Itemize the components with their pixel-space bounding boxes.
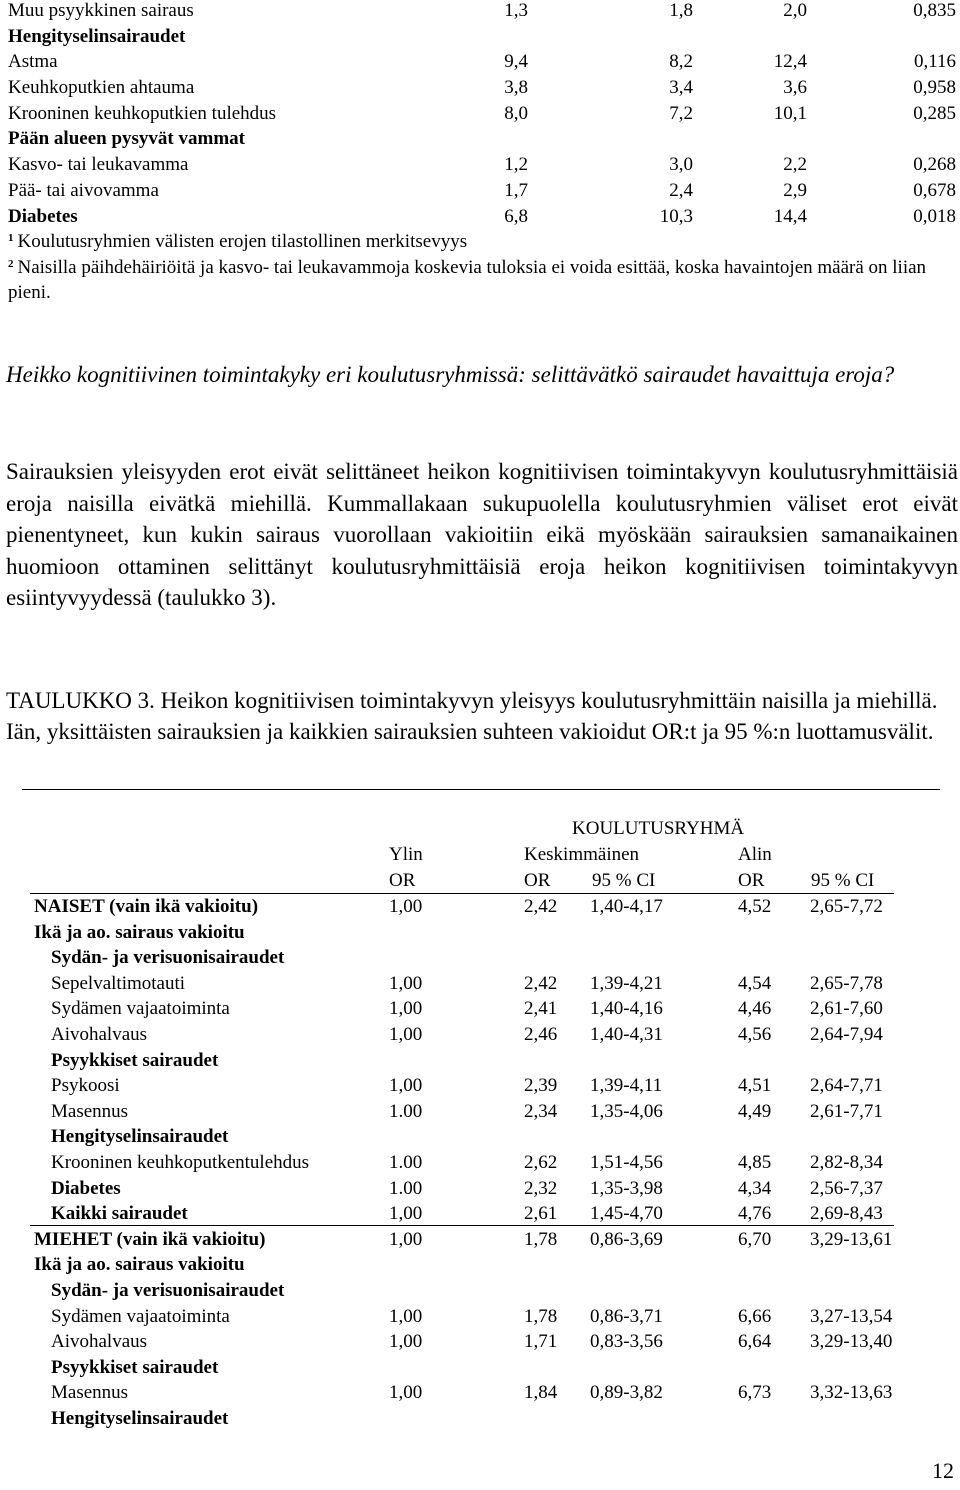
cell-value: 1,00 — [389, 1203, 423, 1225]
row-label: Ikä ja ao. sairaus vakioitu — [34, 921, 245, 943]
cell-value: 6,70 — [738, 1228, 772, 1250]
cell-value: 2,4 — [669, 179, 693, 201]
row-label: Diabetes — [51, 1177, 121, 1199]
cell-value: 1,7 — [504, 179, 528, 201]
row-label: Kaikki sairaudet — [51, 1203, 188, 1225]
cell-value: 3,27-13,54 — [810, 1305, 893, 1327]
cell-value: 0,86-3,69 — [590, 1228, 663, 1250]
cell-value: 14,4 — [773, 205, 807, 227]
cell-value: 1,84 — [524, 1382, 558, 1404]
cell-value: 6,8 — [504, 205, 528, 227]
cell-value: 1.00 — [389, 1177, 423, 1199]
cell-value: 2,61-7,71 — [810, 1100, 883, 1122]
body-paragraph: Sairauksien yleisyyden erot eivät selittäneet heikon kognitiivisen toimintakyvyn koulutusryhmittäisiä eroja naisilla eivätkä miehillä. Kummallakaan sukupuolella koulutusryhmien väliset erot eivät pienentyneet, kun kukin sairaus vuorollaan vakioitiin eikä myöskään sairauksien samanaikainen huomioon ottaminen selittänyt koulutusryhmittäisiä eroja heikon kognitiivisen toimintakyvyn esiintyvyydessä (taulukko 3). — [6, 459, 958, 610]
row-label: Sydän- ja verisuonisairaudet — [51, 1279, 285, 1301]
row-label: Psykoosi — [51, 1075, 120, 1097]
cell-value: 4,49 — [738, 1100, 772, 1122]
prevalence-table — [8, 0, 956, 229]
cell-value: 3,29-13,61 — [810, 1228, 893, 1250]
cell-value: 0,268 — [913, 154, 956, 176]
row-label: MIEHET (vain ikä vakioitu) — [34, 1228, 266, 1250]
table-row — [8, 75, 956, 101]
cell-value: 1,00 — [389, 998, 423, 1020]
header-alin: Alin — [738, 844, 772, 865]
row-label: Pää- tai aivovamma — [8, 179, 159, 201]
footnote-2-text: Naisilla päihdehäiriöitä ja kasvo- tai leukavammoja koskevia tuloksia ei voida esittää, koska havaintojen määrä on liian pieni. — [8, 257, 927, 303]
cell-value: 4,85 — [738, 1151, 772, 1173]
cell-value: 4,46 — [738, 998, 772, 1020]
cell-value: 1,00 — [389, 1331, 423, 1353]
table-row — [34, 1022, 944, 1048]
cell-value: 1.00 — [389, 1100, 423, 1122]
table-row — [34, 1124, 944, 1150]
cell-value: 1,71 — [524, 1331, 558, 1353]
or-table — [34, 894, 944, 1431]
cell-value: 1,00 — [389, 1023, 423, 1045]
table-row — [34, 1201, 944, 1227]
table-section-rule — [30, 1225, 894, 1226]
cell-value: 1,35-4,06 — [590, 1100, 663, 1122]
table-row — [34, 894, 944, 920]
cell-value: 1,8 — [669, 0, 693, 21]
cell-value: 1,00 — [389, 896, 423, 917]
table-row — [8, 0, 956, 24]
cell-value: 1,00 — [389, 1075, 423, 1097]
cell-value: 6,66 — [738, 1305, 772, 1327]
cell-value: 2,41 — [524, 998, 558, 1020]
cell-value: 3,4 — [669, 77, 693, 99]
cell-value: 0,958 — [913, 77, 956, 99]
row-label: NAISET (vain ikä vakioitu) — [34, 896, 259, 917]
cell-value: 2,42 — [524, 972, 558, 994]
cell-value: 1,00 — [389, 1305, 423, 1327]
cell-value: 1,78 — [524, 1305, 558, 1327]
cell-value: 2,46 — [524, 1023, 558, 1045]
table-row — [8, 178, 956, 204]
header-or-keski: OR — [524, 870, 551, 891]
cell-value: 4,54 — [738, 972, 772, 994]
table-row — [34, 1176, 944, 1202]
table-row — [34, 971, 944, 997]
footnote-1-mark: 1 — [8, 232, 14, 244]
cell-value: 2,61-7,60 — [810, 998, 883, 1020]
cell-value: 2,69-8,43 — [810, 1203, 883, 1225]
cell-value: 1,51-4,56 — [590, 1151, 663, 1173]
cell-value: 3,0 — [669, 154, 693, 176]
footnote-1-text: Koulutusryhmien välisten erojen tilastollinen merkitsevyys — [17, 231, 468, 252]
row-label: Diabetes — [8, 205, 78, 227]
row-label: Krooninen keuhkoputkien tulehdus — [8, 102, 277, 124]
cell-value: 2,2 — [783, 154, 807, 176]
row-label: Pään alueen pysyvät vammat — [8, 128, 245, 150]
header-ci-alin: 95 % CI — [811, 870, 875, 891]
table-row — [8, 126, 956, 152]
cell-value: 4,52 — [738, 896, 772, 917]
cell-value: 2,32 — [524, 1177, 558, 1199]
table-row — [34, 1073, 944, 1099]
cell-value: 10,3 — [659, 205, 693, 227]
cell-value: 0,285 — [913, 102, 956, 124]
row-label: Kasvo- tai leukavamma — [8, 154, 189, 176]
cell-value: 2,65-7,72 — [810, 896, 883, 917]
cell-value: 1.00 — [389, 1151, 423, 1173]
footnote-2 — [8, 252, 958, 305]
cell-value: 8,0 — [504, 102, 528, 124]
table-row — [34, 1278, 944, 1304]
cell-value: 1,78 — [524, 1228, 558, 1250]
row-label: Sydämen vajaatoiminta — [51, 998, 230, 1020]
cell-value: 2,34 — [524, 1100, 558, 1122]
header-ylin: Ylin — [389, 844, 423, 865]
row-label: Hengityselinsairaudet — [51, 1407, 229, 1429]
cell-value: 2,0 — [783, 0, 807, 21]
cell-value: 1,00 — [389, 1382, 423, 1404]
cell-value: 1,39-4,11 — [590, 1075, 663, 1097]
table-row — [34, 920, 944, 946]
row-label: Hengityselinsairaudet — [8, 25, 186, 47]
cell-value: 4,76 — [738, 1203, 772, 1225]
cell-value: 3,8 — [504, 77, 528, 99]
row-label: Sydän- ja verisuonisairaudet — [51, 947, 285, 969]
cell-value: 2,64-7,94 — [810, 1023, 883, 1045]
cell-value: 6,73 — [738, 1382, 772, 1404]
table-row — [34, 1252, 944, 1278]
table-row — [34, 1406, 944, 1432]
cell-value: 2,82-8,34 — [810, 1151, 883, 1173]
cell-value: 2,56-7,37 — [810, 1177, 883, 1199]
cell-value: 4,34 — [738, 1177, 772, 1199]
table-row — [34, 1380, 944, 1406]
table-row — [34, 1304, 944, 1330]
cell-value: 4,51 — [738, 1075, 772, 1097]
cell-value: 2,9 — [783, 179, 807, 201]
table-row — [34, 1048, 944, 1074]
header-koulutusryhma: KOULUTUSRYHMÄ — [572, 818, 745, 839]
cell-value: 1,00 — [389, 1228, 423, 1250]
cell-value: 0,86-3,71 — [590, 1305, 663, 1327]
cell-value: 1,2 — [504, 154, 528, 176]
cell-value: 2,62 — [524, 1151, 558, 1173]
cell-value: 0,83-3,56 — [590, 1331, 663, 1353]
table-row — [34, 945, 944, 971]
cell-value: 1,45-4,70 — [590, 1203, 663, 1225]
cell-value: 2,64-7,71 — [810, 1075, 883, 1097]
table-row — [34, 1227, 944, 1253]
cell-value: 7,2 — [669, 102, 693, 124]
row-label: Astma — [8, 51, 58, 73]
row-label: Psyykkiset sairaudet — [51, 1049, 219, 1071]
header-keskimmainen: Keskimmäinen — [524, 844, 640, 865]
row-label: Aivohalvaus — [51, 1023, 148, 1045]
table-row — [34, 1329, 944, 1355]
cell-value: 2,65-7,78 — [810, 972, 883, 994]
row-label: Aivohalvaus — [51, 1331, 148, 1353]
cell-value: 12,4 — [773, 51, 807, 73]
row-label: Krooninen keuhkoputkentulehdus — [51, 1151, 310, 1173]
cell-value: 1,3 — [504, 0, 528, 21]
table-row — [8, 152, 956, 178]
cell-value: 3,32-13,63 — [810, 1382, 893, 1404]
table-row — [8, 24, 956, 50]
cell-value: 0,116 — [913, 51, 956, 73]
table-row — [34, 1099, 944, 1125]
table-caption: TAULUKKO 3. Heikon kognitiivisen toimintakyvyn yleisyys koulutusryhmittäin naisilla ja miehillä. Iän, yksittäisten sairauksien ja kaikkien sairauksien suhteen vakioidut OR:t ja 95 %:n luottamusvälit. — [6, 688, 938, 744]
header-ci-keski: 95 % CI — [592, 870, 656, 891]
cell-value: 1,40-4,17 — [590, 896, 663, 917]
cell-value: 0,678 — [913, 179, 956, 201]
row-label: Masennus — [51, 1382, 129, 1404]
cell-value: 9,4 — [504, 51, 528, 73]
table-row — [8, 101, 956, 127]
table-top-rule — [22, 789, 940, 790]
table-row — [34, 1150, 944, 1176]
footnote-1 — [8, 226, 467, 254]
cell-value: 3,6 — [783, 77, 807, 99]
row-label: Masennus — [51, 1100, 129, 1122]
cell-value: 2,42 — [524, 896, 558, 917]
row-label: Muu psyykkinen sairaus — [8, 0, 194, 21]
row-label: Ikä ja ao. sairaus vakioitu — [34, 1254, 245, 1276]
cell-value: 1,40-4,16 — [590, 998, 663, 1020]
footnote-2-mark: 2 — [8, 258, 14, 270]
cell-value: 1,39-4,21 — [590, 972, 663, 994]
cell-value: 6,64 — [738, 1331, 772, 1353]
cell-value: 1,00 — [389, 972, 423, 994]
cell-value: 2,39 — [524, 1075, 558, 1097]
cell-value: 3,29-13,40 — [810, 1331, 893, 1353]
table-row — [8, 49, 956, 75]
header-or-alin: OR — [738, 870, 765, 891]
cell-value: 0,018 — [913, 205, 956, 227]
cell-value: 8,2 — [669, 51, 693, 73]
page-number: 12 — [932, 1458, 954, 1483]
table-row — [34, 996, 944, 1022]
cell-value: 1,40-4,31 — [590, 1023, 663, 1045]
row-label: Keuhkoputkien ahtauma — [8, 77, 195, 99]
table-row — [34, 1355, 944, 1381]
row-label: Sepelvaltimotauti — [51, 972, 186, 994]
cell-value: 0,89-3,82 — [590, 1382, 663, 1404]
row-label: Psyykkiset sairaudet — [51, 1356, 219, 1378]
section-heading: Heikko kognitiivinen toimintakyky eri koulutusryhmissä: selittävätkö sairaudet havaittuja eroja? — [6, 362, 895, 387]
cell-value: 4,56 — [738, 1023, 772, 1045]
cell-value: 0,835 — [913, 0, 956, 21]
cell-value: 10,1 — [773, 102, 807, 124]
row-label: Hengityselinsairaudet — [51, 1126, 229, 1148]
cell-value: 1,35-3,98 — [590, 1177, 663, 1199]
cell-value: 2,61 — [524, 1203, 558, 1225]
header-or-ylin: OR — [389, 870, 416, 891]
row-label: Sydämen vajaatoiminta — [51, 1305, 230, 1327]
